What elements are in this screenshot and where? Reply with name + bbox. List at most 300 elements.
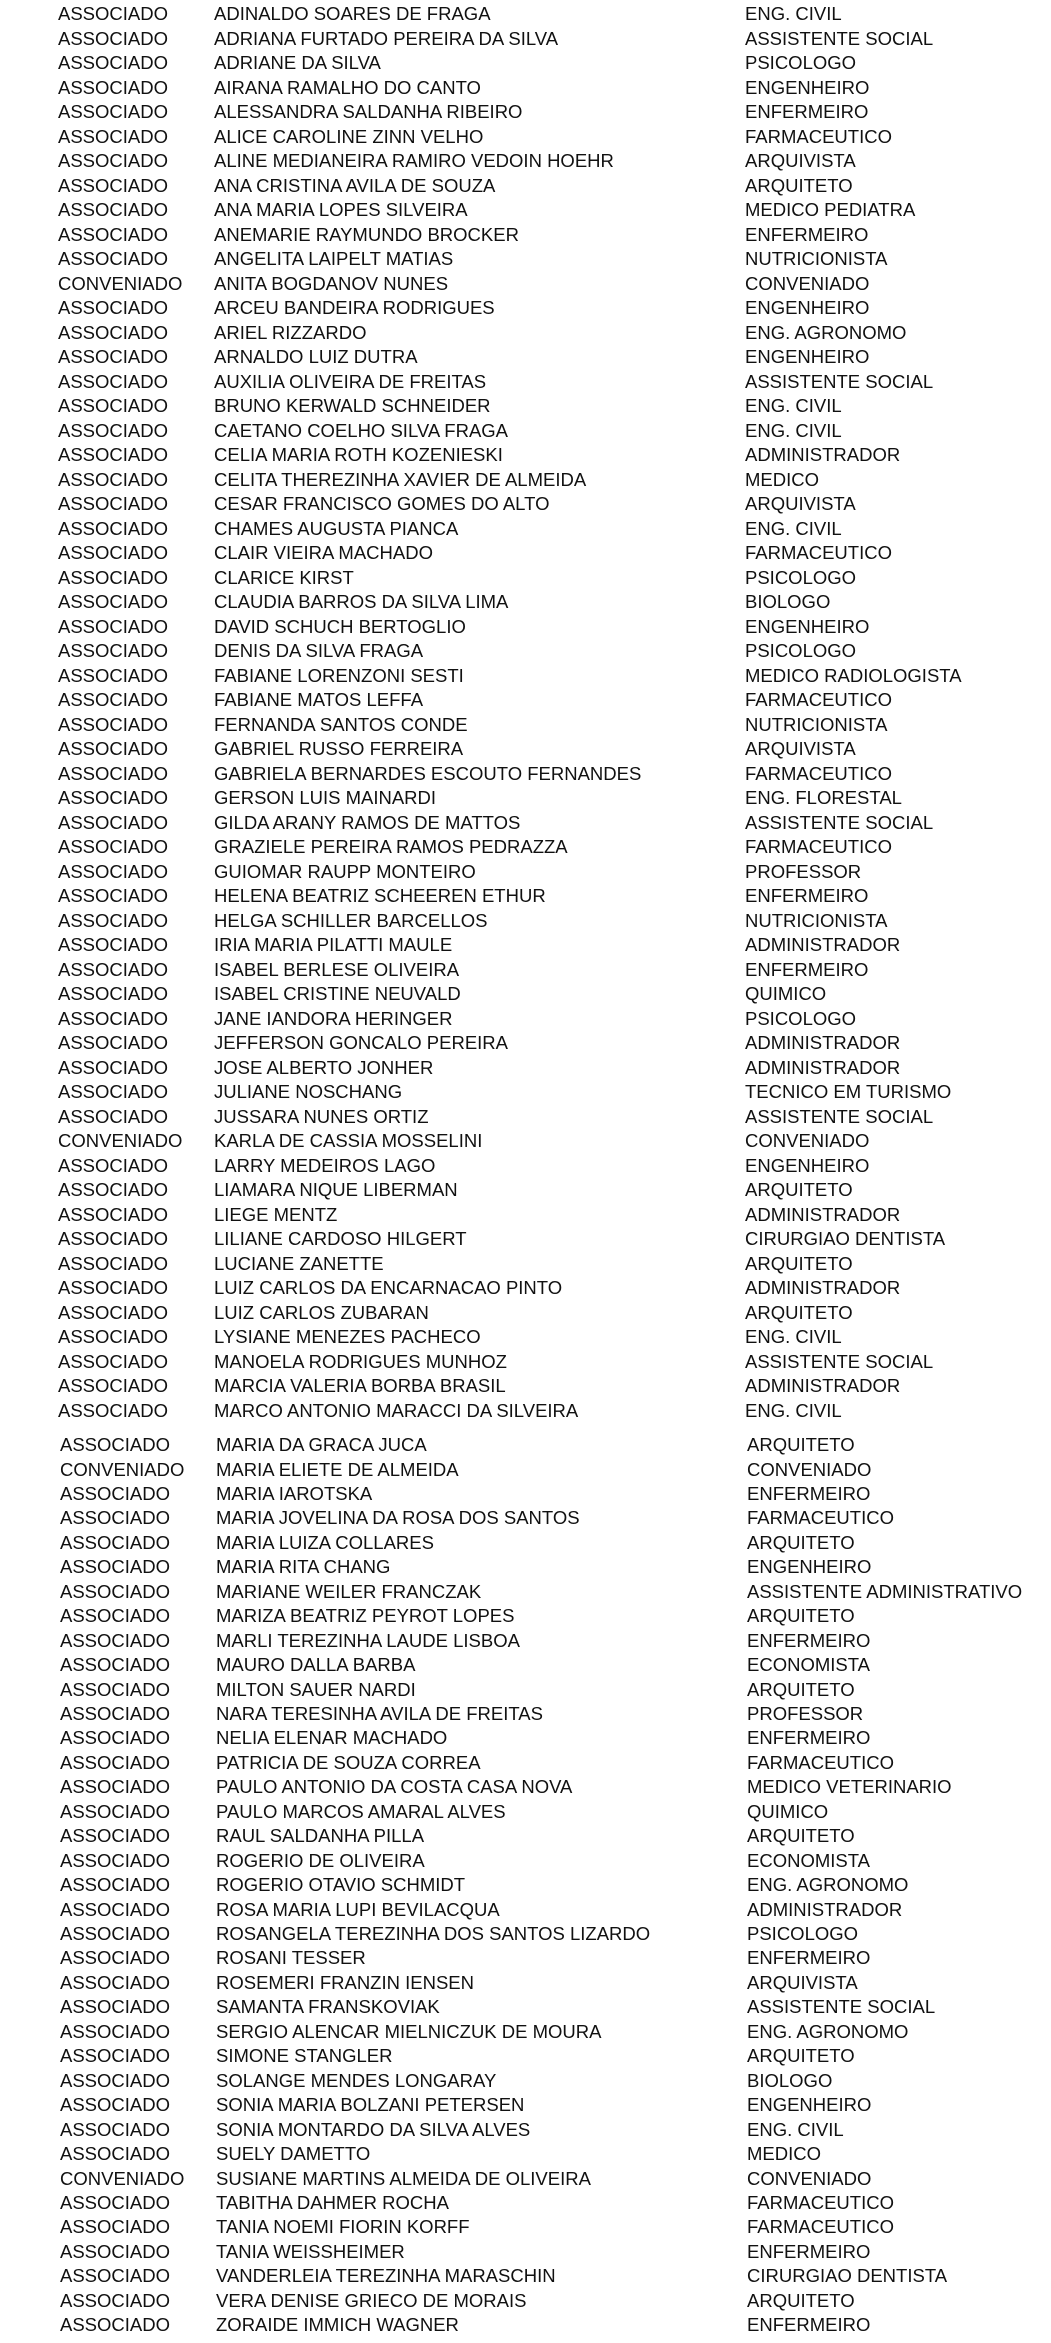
- member-name: MANOELA RODRIGUES MUNHOZ: [214, 1350, 507, 1372]
- list-item: [0, 1898, 1051, 1922]
- member-type: ASSOCIADO: [58, 174, 168, 196]
- member-type: ASSOCIADO: [60, 1629, 170, 1651]
- member-type: ASSOCIADO: [58, 297, 168, 318]
- member-type: ASSOCIADO: [60, 1605, 170, 1627]
- list-item: [0, 1301, 1051, 1325]
- member-name: CELIA MARIA ROTH KOZENIESKI: [214, 444, 503, 465]
- member-type: ASSOCIADO: [58, 934, 168, 955]
- member-name: MARIA RITA CHANG: [216, 1556, 391, 1578]
- member-type: ASSOCIADO: [60, 1678, 170, 1700]
- list-item: [0, 2069, 1051, 2093]
- member-type: ASSOCIADO: [60, 1947, 170, 1969]
- member-name: DENIS DA SILVA FRAGA: [214, 640, 424, 661]
- member-profession: FARMACEUTICO: [747, 2191, 894, 2213]
- list-item: [0, 1751, 1051, 1775]
- list-item: [0, 296, 1051, 320]
- member-type: ASSOCIADO: [58, 762, 168, 784]
- member-name: HELGA SCHILLER BARCELLOS: [214, 909, 488, 931]
- list-item: [0, 1849, 1051, 1873]
- list-item: [0, 27, 1051, 51]
- member-name: SIMONE STANGLER: [216, 2045, 393, 2067]
- member-name: RAUL SALDANHA PILLA: [216, 1825, 425, 1847]
- list-item: [0, 737, 1051, 761]
- member-profession: ARQUITETO: [747, 2289, 855, 2311]
- member-type: ASSOCIADO: [58, 517, 168, 539]
- member-type: ASSOCIADO: [60, 2069, 170, 2091]
- list-item: [0, 1506, 1051, 1530]
- member-type: ASSOCIADO: [58, 1203, 168, 1225]
- list-item: [0, 272, 1051, 296]
- member-name: LUCIANE ZANETTE: [214, 1252, 384, 1274]
- member-type: ASSOCIADO: [58, 76, 168, 98]
- member-name: CHAMES AUGUSTA PIANCA: [214, 517, 459, 539]
- member-name: AIRANA RAMALHO DO CANTO: [214, 76, 481, 98]
- member-name: FERNANDA SANTOS CONDE: [214, 713, 468, 735]
- list-item: [0, 223, 1051, 247]
- member-name: MARIA DA GRACA JUCA: [216, 1434, 427, 1455]
- member-name: ISABEL CRISTINE NEUVALD: [214, 983, 461, 1004]
- member-type: ASSOCIADO: [58, 444, 168, 465]
- member-type: ASSOCIADO: [58, 1154, 168, 1176]
- member-profession: FARMACEUTICO: [745, 542, 892, 563]
- list-item: [0, 1726, 1051, 1750]
- member-name: ANGELITA LAIPELT MATIAS: [214, 248, 454, 269]
- member-type: ASSOCIADO: [60, 2045, 170, 2067]
- list-item: [0, 76, 1051, 100]
- list-item: [0, 933, 1051, 957]
- member-name: VANDERLEIA TEREZINHA MARASCHIN: [216, 2265, 556, 2287]
- member-name: NELIA ELENAR MACHADO: [216, 1727, 448, 1749]
- list-item: [0, 2313, 1051, 2337]
- member-type: ASSOCIADO: [58, 1179, 168, 1200]
- member-profession: ENG. CIVIL: [745, 419, 842, 441]
- list-item: [0, 394, 1051, 418]
- list-item: [0, 1080, 1051, 1104]
- member-profession: ASSISTENTE SOCIAL: [745, 27, 934, 49]
- member-name: ZORAIDE IMMICH WAGNER: [216, 2314, 459, 2336]
- member-profession: ENGENHEIRO: [747, 1556, 872, 1578]
- member-name: PAULO MARCOS AMARAL ALVES: [216, 1800, 506, 1822]
- member-name: MARCO ANTONIO MARACCI DA SILVEIRA: [214, 1399, 579, 1421]
- member-type: ASSOCIADO: [58, 1350, 168, 1372]
- member-profession: ADMINISTRADOR: [745, 1203, 901, 1225]
- member-profession: ASSISTENTE SOCIAL: [745, 370, 934, 392]
- list-item: [0, 1800, 1051, 1824]
- member-type: ASSOCIADO: [58, 1032, 168, 1053]
- member-name: LIAMARA NIQUE LIBERMAN: [214, 1179, 458, 1200]
- member-type: ASSOCIADO: [58, 1105, 168, 1127]
- member-name: NARA TERESINHA AVILA DE FREITAS: [216, 1703, 543, 1724]
- member-name: GABRIELA BERNARDES ESCOUTO FERNANDES: [214, 762, 642, 784]
- member-profession: MEDICO PEDIATRA: [745, 199, 916, 220]
- list-item: [0, 1007, 1051, 1031]
- member-type: ASSOCIADO: [60, 2265, 170, 2287]
- member-name: HELENA BEATRIZ SCHEEREN ETHUR: [214, 885, 546, 906]
- member-name: GILDA ARANY RAMOS DE MATTOS: [214, 811, 521, 833]
- member-type: ASSOCIADO: [60, 1556, 170, 1578]
- list-item: [0, 909, 1051, 933]
- list-item: [0, 2167, 1051, 2191]
- list-item: [0, 149, 1051, 173]
- member-profession: ENFERMEIRO: [747, 1629, 871, 1651]
- list-item: [0, 2191, 1051, 2215]
- list-item: [0, 541, 1051, 565]
- member-name: MARCIA VALERIA BORBA BRASIL: [214, 1375, 506, 1396]
- list-item: [0, 713, 1051, 737]
- list-item: [0, 1971, 1051, 1995]
- member-type: ASSOCIADO: [60, 1849, 170, 1871]
- member-name: LILIANE CARDOSO HILGERT: [214, 1228, 467, 1249]
- list-item: [0, 1702, 1051, 1726]
- member-profession: PSICOLOGO: [745, 52, 857, 73]
- member-profession: ASSISTENTE SOCIAL: [747, 1996, 936, 2018]
- member-type: ASSOCIADO: [60, 2289, 170, 2311]
- list-item: [0, 2020, 1051, 2044]
- member-name: ROGERIO OTAVIO SCHMIDT: [216, 1874, 466, 1896]
- list-item: [0, 419, 1051, 443]
- list-item: [0, 615, 1051, 639]
- member-type: ASSOCIADO: [58, 664, 168, 686]
- member-name: CLARICE KIRST: [214, 566, 354, 588]
- member-name: LUIZ CARLOS DA ENCARNACAO PINTO: [214, 1277, 563, 1298]
- member-profession: MEDICO: [745, 468, 819, 490]
- member-profession: ENG. CIVIL: [745, 395, 842, 416]
- member-profession: FARMACEUTICO: [745, 689, 892, 710]
- list-item: [0, 1056, 1051, 1080]
- member-type: ASSOCIADO: [58, 615, 168, 637]
- member-type: ASSOCIADO: [60, 2020, 170, 2042]
- member-type: ASSOCIADO: [60, 1874, 170, 1896]
- list-item: [0, 590, 1051, 614]
- member-type: ASSOCIADO: [58, 591, 168, 612]
- member-type: ASSOCIADO: [58, 713, 168, 735]
- member-type: ASSOCIADO: [60, 1898, 170, 1920]
- member-name: GABRIEL RUSSO FERREIRA: [214, 738, 464, 759]
- member-type: ASSOCIADO: [58, 101, 168, 122]
- member-profession: ASSISTENTE ADMINISTRATIVO: [747, 1580, 1023, 1602]
- member-profession: ENG. CIVIL: [745, 1399, 842, 1421]
- member-profession: ENG. FLORESTAL: [745, 787, 902, 808]
- member-profession: ADMINISTRADOR: [745, 1056, 901, 1078]
- list-item: [0, 1458, 1051, 1482]
- member-profession: ENFERMEIRO: [745, 223, 869, 245]
- member-profession: ADMINISTRADOR: [745, 1032, 901, 1053]
- member-profession: FARMACEUTICO: [747, 1751, 894, 1773]
- member-profession: PSICOLOGO: [745, 640, 857, 661]
- member-type: ASSOCIADO: [58, 909, 168, 931]
- member-type: ASSOCIADO: [58, 860, 168, 882]
- member-name: ADRIANE DA SILVA: [214, 52, 381, 73]
- member-name: FABIANE MATOS LEFFA: [214, 689, 424, 710]
- member-type: ASSOCIADO: [60, 2143, 170, 2165]
- member-name: ROSA MARIA LUPI BEVILACQUA: [216, 1898, 500, 1920]
- member-type: ASSOCIADO: [60, 2240, 170, 2262]
- member-name: LUIZ CARLOS ZUBARAN: [214, 1301, 429, 1323]
- member-type: ASSOCIADO: [58, 1399, 168, 1421]
- member-name: LARRY MEDEIROS LAGO: [214, 1154, 436, 1176]
- member-name: PAULO ANTONIO DA COSTA CASA NOVA: [216, 1776, 573, 1798]
- member-name: GERSON LUIS MAINARDI: [214, 787, 437, 808]
- list-item: [0, 1922, 1051, 1946]
- list-item: [0, 1129, 1051, 1153]
- member-type: ASSOCIADO: [58, 811, 168, 833]
- member-type: ASSOCIADO: [60, 1971, 170, 1993]
- member-name: ISABEL BERLESE OLIVEIRA: [214, 958, 460, 980]
- member-profession: ENGENHEIRO: [745, 615, 870, 637]
- member-name: MILTON SAUER NARDI: [216, 1678, 416, 1700]
- member-profession: ARQUITETO: [747, 1825, 855, 1847]
- member-profession: ENFERMEIRO: [747, 1727, 871, 1749]
- member-profession: ENG. CIVIL: [747, 2118, 844, 2140]
- list-item: [0, 1580, 1051, 1604]
- member-profession: ARQUITETO: [745, 174, 853, 196]
- member-profession: ENFERMEIRO: [745, 958, 869, 980]
- member-name: TANIA NOEMI FIORIN KORFF: [216, 2216, 470, 2238]
- list-item: [0, 1873, 1051, 1897]
- member-name: MARIA JOVELINA DA ROSA DOS SANTOS: [216, 1507, 580, 1529]
- list-item: [0, 1325, 1051, 1349]
- member-name: MARIA LUIZA COLLARES: [216, 1531, 434, 1553]
- list-item: [0, 1653, 1051, 1677]
- member-type: ASSOCIADO: [58, 885, 168, 906]
- member-name: ALINE MEDIANEIRA RAMIRO VEDOIN HOEHR: [214, 150, 614, 171]
- member-type: ASSOCIADO: [58, 836, 168, 857]
- member-profession: ADMINISTRADOR: [745, 444, 901, 465]
- member-profession: FARMACEUTICO: [745, 125, 892, 147]
- member-profession: ARQUITETO: [747, 1531, 855, 1553]
- member-profession: FARMACEUTICO: [747, 2216, 894, 2238]
- member-type: ASSOCIADO: [58, 566, 168, 588]
- member-name: ANA CRISTINA AVILA DE SOUZA: [214, 174, 496, 196]
- member-type: ASSOCIADO: [60, 2118, 170, 2140]
- member-name: SAMANTA FRANSKOVIAK: [216, 1996, 440, 2018]
- member-name: MAURO DALLA BARBA: [216, 1654, 416, 1675]
- member-profession: ARQUITETO: [745, 1301, 853, 1323]
- member-type: ASSOCIADO: [58, 125, 168, 147]
- member-name: SONIA MARIA BOLZANI PETERSEN: [216, 2094, 525, 2116]
- member-type: ASSOCIADO: [58, 1056, 168, 1078]
- member-name: CLAIR VIEIRA MACHADO: [214, 542, 433, 563]
- member-type: ASSOCIADO: [58, 787, 168, 808]
- list-item: [0, 443, 1051, 467]
- member-name: SUELY DAMETTO: [216, 2143, 371, 2165]
- member-profession: PROFESSOR: [747, 1703, 864, 1724]
- member-name: ADRIANA FURTADO PEREIRA DA SILVA: [214, 27, 559, 49]
- member-profession: ARQUIVISTA: [747, 1971, 858, 1993]
- member-name: MARIA IAROTSKA: [216, 1482, 373, 1504]
- list-item: [0, 517, 1051, 541]
- member-type: CONVENIADO: [58, 1130, 183, 1151]
- member-profession: ENGENHEIRO: [745, 1154, 870, 1176]
- member-type: ASSOCIADO: [58, 52, 168, 73]
- member-profession: ENFERMEIRO: [747, 1482, 871, 1504]
- member-name: CAETANO COELHO SILVA FRAGA: [214, 419, 509, 441]
- member-type: ASSOCIADO: [60, 1507, 170, 1529]
- member-name: JULIANE NOSCHANG: [214, 1081, 403, 1102]
- member-name: ALESSANDRA SALDANHA RIBEIRO: [214, 101, 523, 122]
- member-type: ASSOCIADO: [60, 2094, 170, 2116]
- member-profession: ENFERMEIRO: [745, 885, 869, 906]
- member-profession: ENGENHEIRO: [745, 76, 870, 98]
- member-profession: FARMACEUTICO: [745, 762, 892, 784]
- list-item: [0, 125, 1051, 149]
- member-profession: CONVENIADO: [745, 272, 870, 294]
- list-item: [0, 1482, 1051, 1506]
- member-profession: CIRURGIAO DENTISTA: [745, 1228, 946, 1249]
- member-type: ASSOCIADO: [58, 1277, 168, 1298]
- member-profession: ENFERMEIRO: [747, 2314, 871, 2336]
- member-type: ASSOCIADO: [60, 1727, 170, 1749]
- member-profession: QUIMICO: [745, 983, 827, 1004]
- list-item: [0, 1154, 1051, 1178]
- list-item: [0, 345, 1051, 369]
- list-item: [0, 1203, 1051, 1227]
- list-item: [0, 1105, 1051, 1129]
- member-profession: ARQUIVISTA: [745, 150, 856, 171]
- member-type: ASSOCIADO: [58, 370, 168, 392]
- member-type: ASSOCIADO: [58, 321, 168, 343]
- member-profession: ADMINISTRADOR: [745, 934, 901, 955]
- list-item: [0, 1178, 1051, 1202]
- member-profession: CONVENIADO: [747, 1458, 872, 1480]
- member-name: CELITA THEREZINHA XAVIER DE ALMEIDA: [214, 468, 587, 490]
- member-profession: ASSISTENTE SOCIAL: [745, 811, 934, 833]
- member-type: ASSOCIADO: [60, 1531, 170, 1553]
- list-item: [0, 1946, 1051, 1970]
- list-item: [0, 2215, 1051, 2239]
- member-name: ANA MARIA LOPES SILVEIRA: [214, 199, 468, 220]
- member-type: ASSOCIADO: [58, 346, 168, 367]
- list-item: [0, 639, 1051, 663]
- member-type: ASSOCIADO: [58, 468, 168, 490]
- member-profession: ARQUITETO: [747, 2045, 855, 2067]
- member-profession: QUIMICO: [747, 1800, 829, 1822]
- member-name: VERA DENISE GRIECO DE MORAIS: [216, 2289, 527, 2311]
- list-item: [0, 1350, 1051, 1374]
- member-name: ARCEU BANDEIRA RODRIGUES: [214, 297, 495, 318]
- member-name: MARIZA BEATRIZ PEYROT LOPES: [216, 1605, 515, 1627]
- list-item: [0, 198, 1051, 222]
- member-profession: ARQUIVISTA: [745, 738, 856, 759]
- member-name: ARNALDO LUIZ DUTRA: [214, 346, 418, 367]
- list-item: [0, 2044, 1051, 2068]
- member-profession: ENFERMEIRO: [747, 1947, 871, 1969]
- list-item: [0, 1995, 1051, 2019]
- member-type: ASSOCIADO: [58, 1252, 168, 1274]
- member-profession: ARQUITETO: [745, 1179, 853, 1200]
- member-name: ADINALDO SOARES DE FRAGA: [214, 3, 491, 24]
- member-name: ALICE CAROLINE ZINN VELHO: [214, 125, 484, 147]
- list-item: [0, 1555, 1051, 1579]
- member-type: ASSOCIADO: [58, 958, 168, 980]
- member-name: IRIA MARIA PILATTI MAULE: [214, 934, 453, 955]
- member-profession: ENG. AGRONOMO: [747, 2020, 909, 2042]
- member-name: SOLANGE MENDES LONGARAY: [216, 2069, 497, 2091]
- member-profession: ARQUITETO: [745, 1252, 853, 1274]
- member-profession: ARQUIVISTA: [745, 493, 856, 514]
- member-profession: PSICOLOGO: [745, 1007, 857, 1029]
- member-profession: ADMINISTRADOR: [747, 1898, 903, 1920]
- list-item: [0, 492, 1051, 516]
- member-type: ASSOCIADO: [58, 738, 168, 759]
- list-item: [0, 247, 1051, 271]
- member-profession: ECONOMISTA: [747, 1654, 870, 1675]
- member-type: ASSOCIADO: [58, 419, 168, 441]
- member-type: ASSOCIADO: [58, 1375, 168, 1396]
- member-profession: ENFERMEIRO: [747, 2240, 871, 2262]
- member-profession: ARQUITETO: [747, 1434, 855, 1455]
- list-item: [0, 1227, 1051, 1251]
- member-name: LIEGE MENTZ: [214, 1203, 338, 1225]
- member-type: ASSOCIADO: [60, 1434, 170, 1455]
- member-profession: CONVENIADO: [745, 1130, 870, 1151]
- member-name: GUIOMAR RAUPP MONTEIRO: [214, 860, 476, 882]
- member-profession: PSICOLOGO: [745, 566, 857, 588]
- list-item: [0, 566, 1051, 590]
- member-profession: ARQUITETO: [747, 1678, 855, 1700]
- member-profession: ENFERMEIRO: [745, 101, 869, 122]
- list-item: [0, 835, 1051, 859]
- list-item: [0, 1252, 1051, 1276]
- member-type: ASSOCIADO: [58, 1326, 168, 1347]
- member-profession: ASSISTENTE SOCIAL: [745, 1105, 934, 1127]
- member-profession: MEDICO VETERINARIO: [747, 1776, 952, 1798]
- member-type: ASSOCIADO: [58, 27, 168, 49]
- member-type: CONVENIADO: [58, 272, 183, 294]
- member-profession: ENG. CIVIL: [745, 517, 842, 539]
- list-item: [0, 762, 1051, 786]
- member-profession: MEDICO: [747, 2143, 821, 2165]
- list-item: [0, 1678, 1051, 1702]
- list-item: [0, 884, 1051, 908]
- member-type: ASSOCIADO: [60, 1996, 170, 2018]
- member-type: CONVENIADO: [60, 1458, 185, 1480]
- member-profession: FARMACEUTICO: [747, 1507, 894, 1529]
- member-type: ASSOCIADO: [60, 1482, 170, 1504]
- member-type: ASSOCIADO: [58, 248, 168, 269]
- list-item: [0, 2240, 1051, 2264]
- member-profession: CIRURGIAO DENTISTA: [747, 2265, 948, 2287]
- member-profession: PROFESSOR: [745, 860, 862, 882]
- member-type: ASSOCIADO: [58, 3, 168, 24]
- member-type: ASSOCIADO: [60, 1923, 170, 1944]
- list-item: [0, 860, 1051, 884]
- member-profession: NUTRICIONISTA: [745, 909, 888, 931]
- list-item: [0, 2142, 1051, 2166]
- list-item: [0, 1433, 1051, 1457]
- member-profession: ADMINISTRADOR: [745, 1277, 901, 1298]
- member-name: ROSANI TESSER: [216, 1947, 366, 1969]
- member-type: ASSOCIADO: [60, 1751, 170, 1773]
- list-item: [0, 1031, 1051, 1055]
- member-type: ASSOCIADO: [60, 2216, 170, 2238]
- member-type: ASSOCIADO: [60, 1703, 170, 1724]
- member-name: TANIA WEISSHEIMER: [216, 2240, 405, 2262]
- list-item: [0, 1775, 1051, 1799]
- list-item: [0, 1531, 1051, 1555]
- list-item: [0, 321, 1051, 345]
- list-item: [0, 1374, 1051, 1398]
- member-profession: ENGENHEIRO: [745, 297, 870, 318]
- member-type: CONVENIADO: [60, 2167, 185, 2189]
- member-name: FABIANE LORENZONI SESTI: [214, 664, 464, 686]
- member-name: ARIEL RIZZARDO: [214, 321, 367, 343]
- list-item: [0, 2289, 1051, 2313]
- member-name: JOSE ALBERTO JONHER: [214, 1056, 434, 1078]
- member-type: ASSOCIADO: [60, 1800, 170, 1822]
- member-profession: ENG. AGRONOMO: [747, 1874, 909, 1896]
- member-profession: BIOLOGO: [745, 591, 831, 612]
